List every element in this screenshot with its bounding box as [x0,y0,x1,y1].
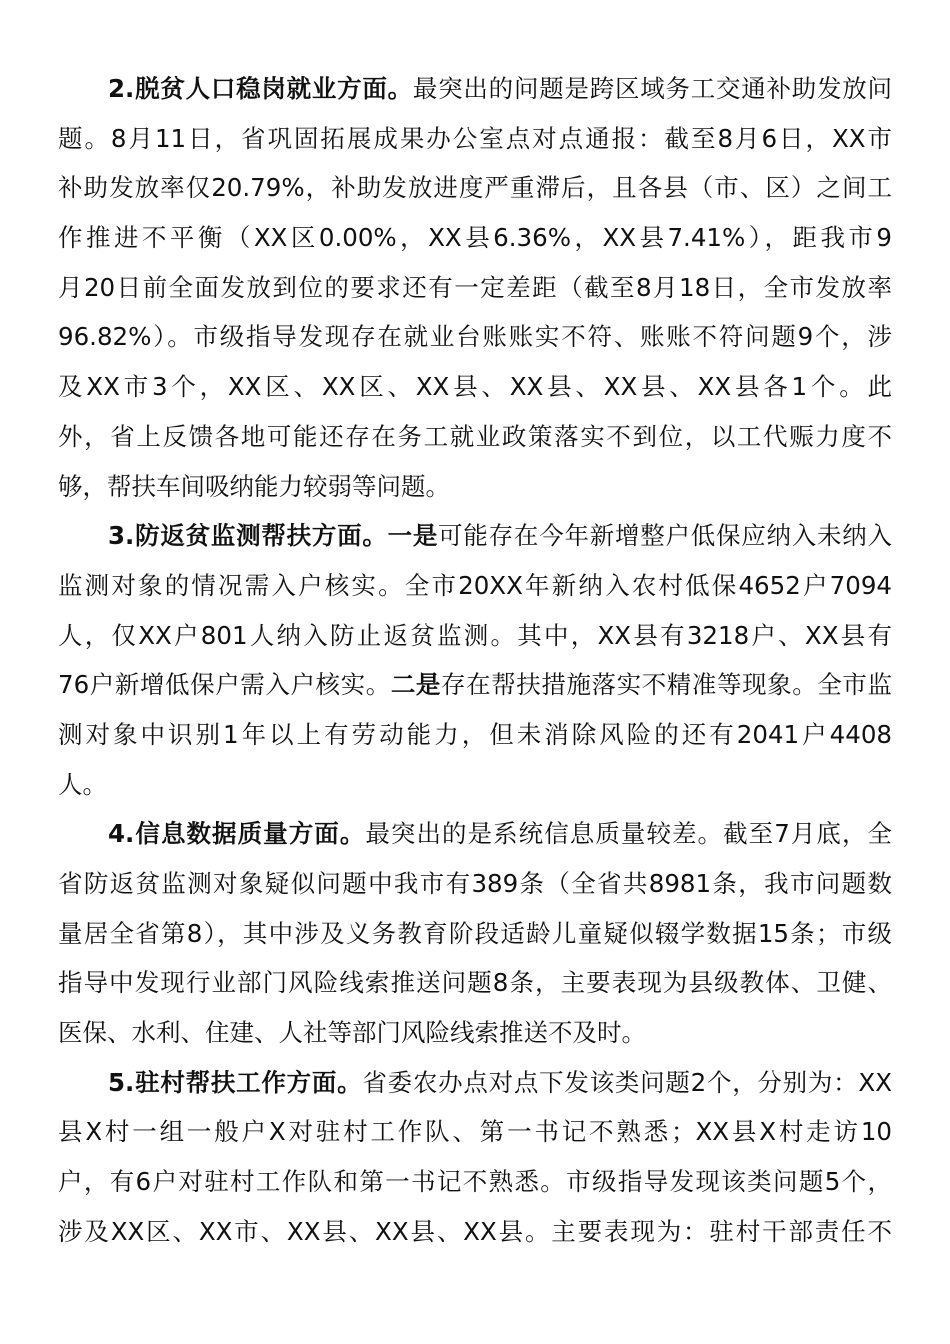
text-line [58,611,892,661]
body-text: 医保、水利、住建、人社等部门风险线索推送不及时。 [58,1018,646,1048]
body-text: 最突出的问题是跨区域务工交通补助发放问 [412,74,892,103]
text-line [58,163,892,213]
body-text: 涉及XX区、XX市、XX县、XX县、XX县。主要表现为：驻村干部责任不 [58,1216,892,1246]
text-line [58,114,892,164]
body-text: 作推进不平衡（XX区0.00%，XX县6.36%，XX县7.41%），距我市9 [58,223,892,253]
body-text: 省委农办点对点下发该类问题2个，分别为：XX [362,1067,892,1097]
text-line [58,462,892,512]
text-line [58,710,892,760]
text-line [58,809,892,859]
text-line [58,660,892,710]
text-line [58,958,892,1008]
bold-heading-text: 4.信息数据质量方面。 [108,819,366,849]
bold-heading-text: 二是 [390,670,442,700]
body-text: 省防返贫监测对象疑似问题中我市有389条（全省共8981条，我市问题数 [58,869,892,898]
text-line [58,859,892,909]
text-line [58,64,892,114]
body-text: 人，仅XX户801人纳入防止返贫监测。其中，XX县有3218户、XX县有 [58,620,892,650]
text-line [58,1058,892,1108]
bold-heading-text: 3.防返贫监测帮扶方面。 [108,521,388,551]
text-line [58,561,892,611]
body-text: 人。 [58,769,107,799]
body-text: 96.82%）。市级指导发现存在就业台账账实不符、账账不符问题9个，涉 [58,322,892,352]
body-text: 县X村一组一般户X对驻村工作队、第一书记不熟悉；XX县X村走访10 [58,1117,892,1147]
text-line [58,263,892,313]
bold-heading-text: 2.脱贫人口稳岗就业方面。 [108,74,413,103]
body-text: 外，省上反馈各地可能还存在务工就业政策落实不到位，以工代赈力度不 [58,421,892,451]
text-line [58,511,892,561]
text-line [58,909,892,959]
text-line [58,362,892,412]
body-text: 题。8月11日，省巩固拓展成果办公室点对点通报：截至8月6日，XX市 [58,123,892,153]
text-line [58,213,892,263]
body-text: 测对象中识别1年以上有劳动能力，但未消除风险的还有2041户4408 [58,719,892,749]
body-text: 76户新增低保户需入户核实。 [58,670,391,700]
text-line [58,312,892,362]
document-body [58,64,892,1257]
body-text: 指导中发现行业部门风险线索推送问题8条，主要表现为县级教体、卫健、 [58,968,892,998]
body-text: 量居全省第8），其中涉及义务教育阶段适龄儿童疑似辍学数据15条；市级 [58,918,892,948]
bold-heading-text: 一是 [387,521,439,551]
body-text: 补助发放率仅20.79%，补助发放进度严重滞后，且各县（市、区）之间工 [58,173,892,203]
text-line [58,1207,892,1257]
text-line [58,412,892,462]
body-text: 户，有6户对驻村工作队和第一书记不熟悉。市级指导发现该类问题5个， [58,1167,892,1197]
body-text: 可能存在今年新增整户低保应纳入未纳入 [438,521,892,551]
body-text: 及XX市3个，XX区、XX区、XX县、XX县、XX县、XX县各1个。此 [58,372,892,402]
body-text: 够，帮扶车间吸纳能力较弱等问题。 [58,471,450,501]
body-text: 月20日前全面发放到位的要求还有一定差距（截至8月18日，全市发放率 [58,272,892,302]
body-text: 存在帮扶措施落实不精准等现象。全市监 [441,670,892,700]
body-text: 监测对象的情况需入户核实。全市20XX年新纳入农村低保4652户7094 [58,570,892,600]
bold-heading-text: 5.驻村帮扶工作方面。 [108,1067,363,1097]
text-line [58,1107,892,1157]
body-text: 最突出的是系统信息质量较差。截至7月底，全 [365,819,892,849]
text-line [58,1008,892,1058]
text-line [58,1157,892,1207]
text-line [58,760,892,810]
